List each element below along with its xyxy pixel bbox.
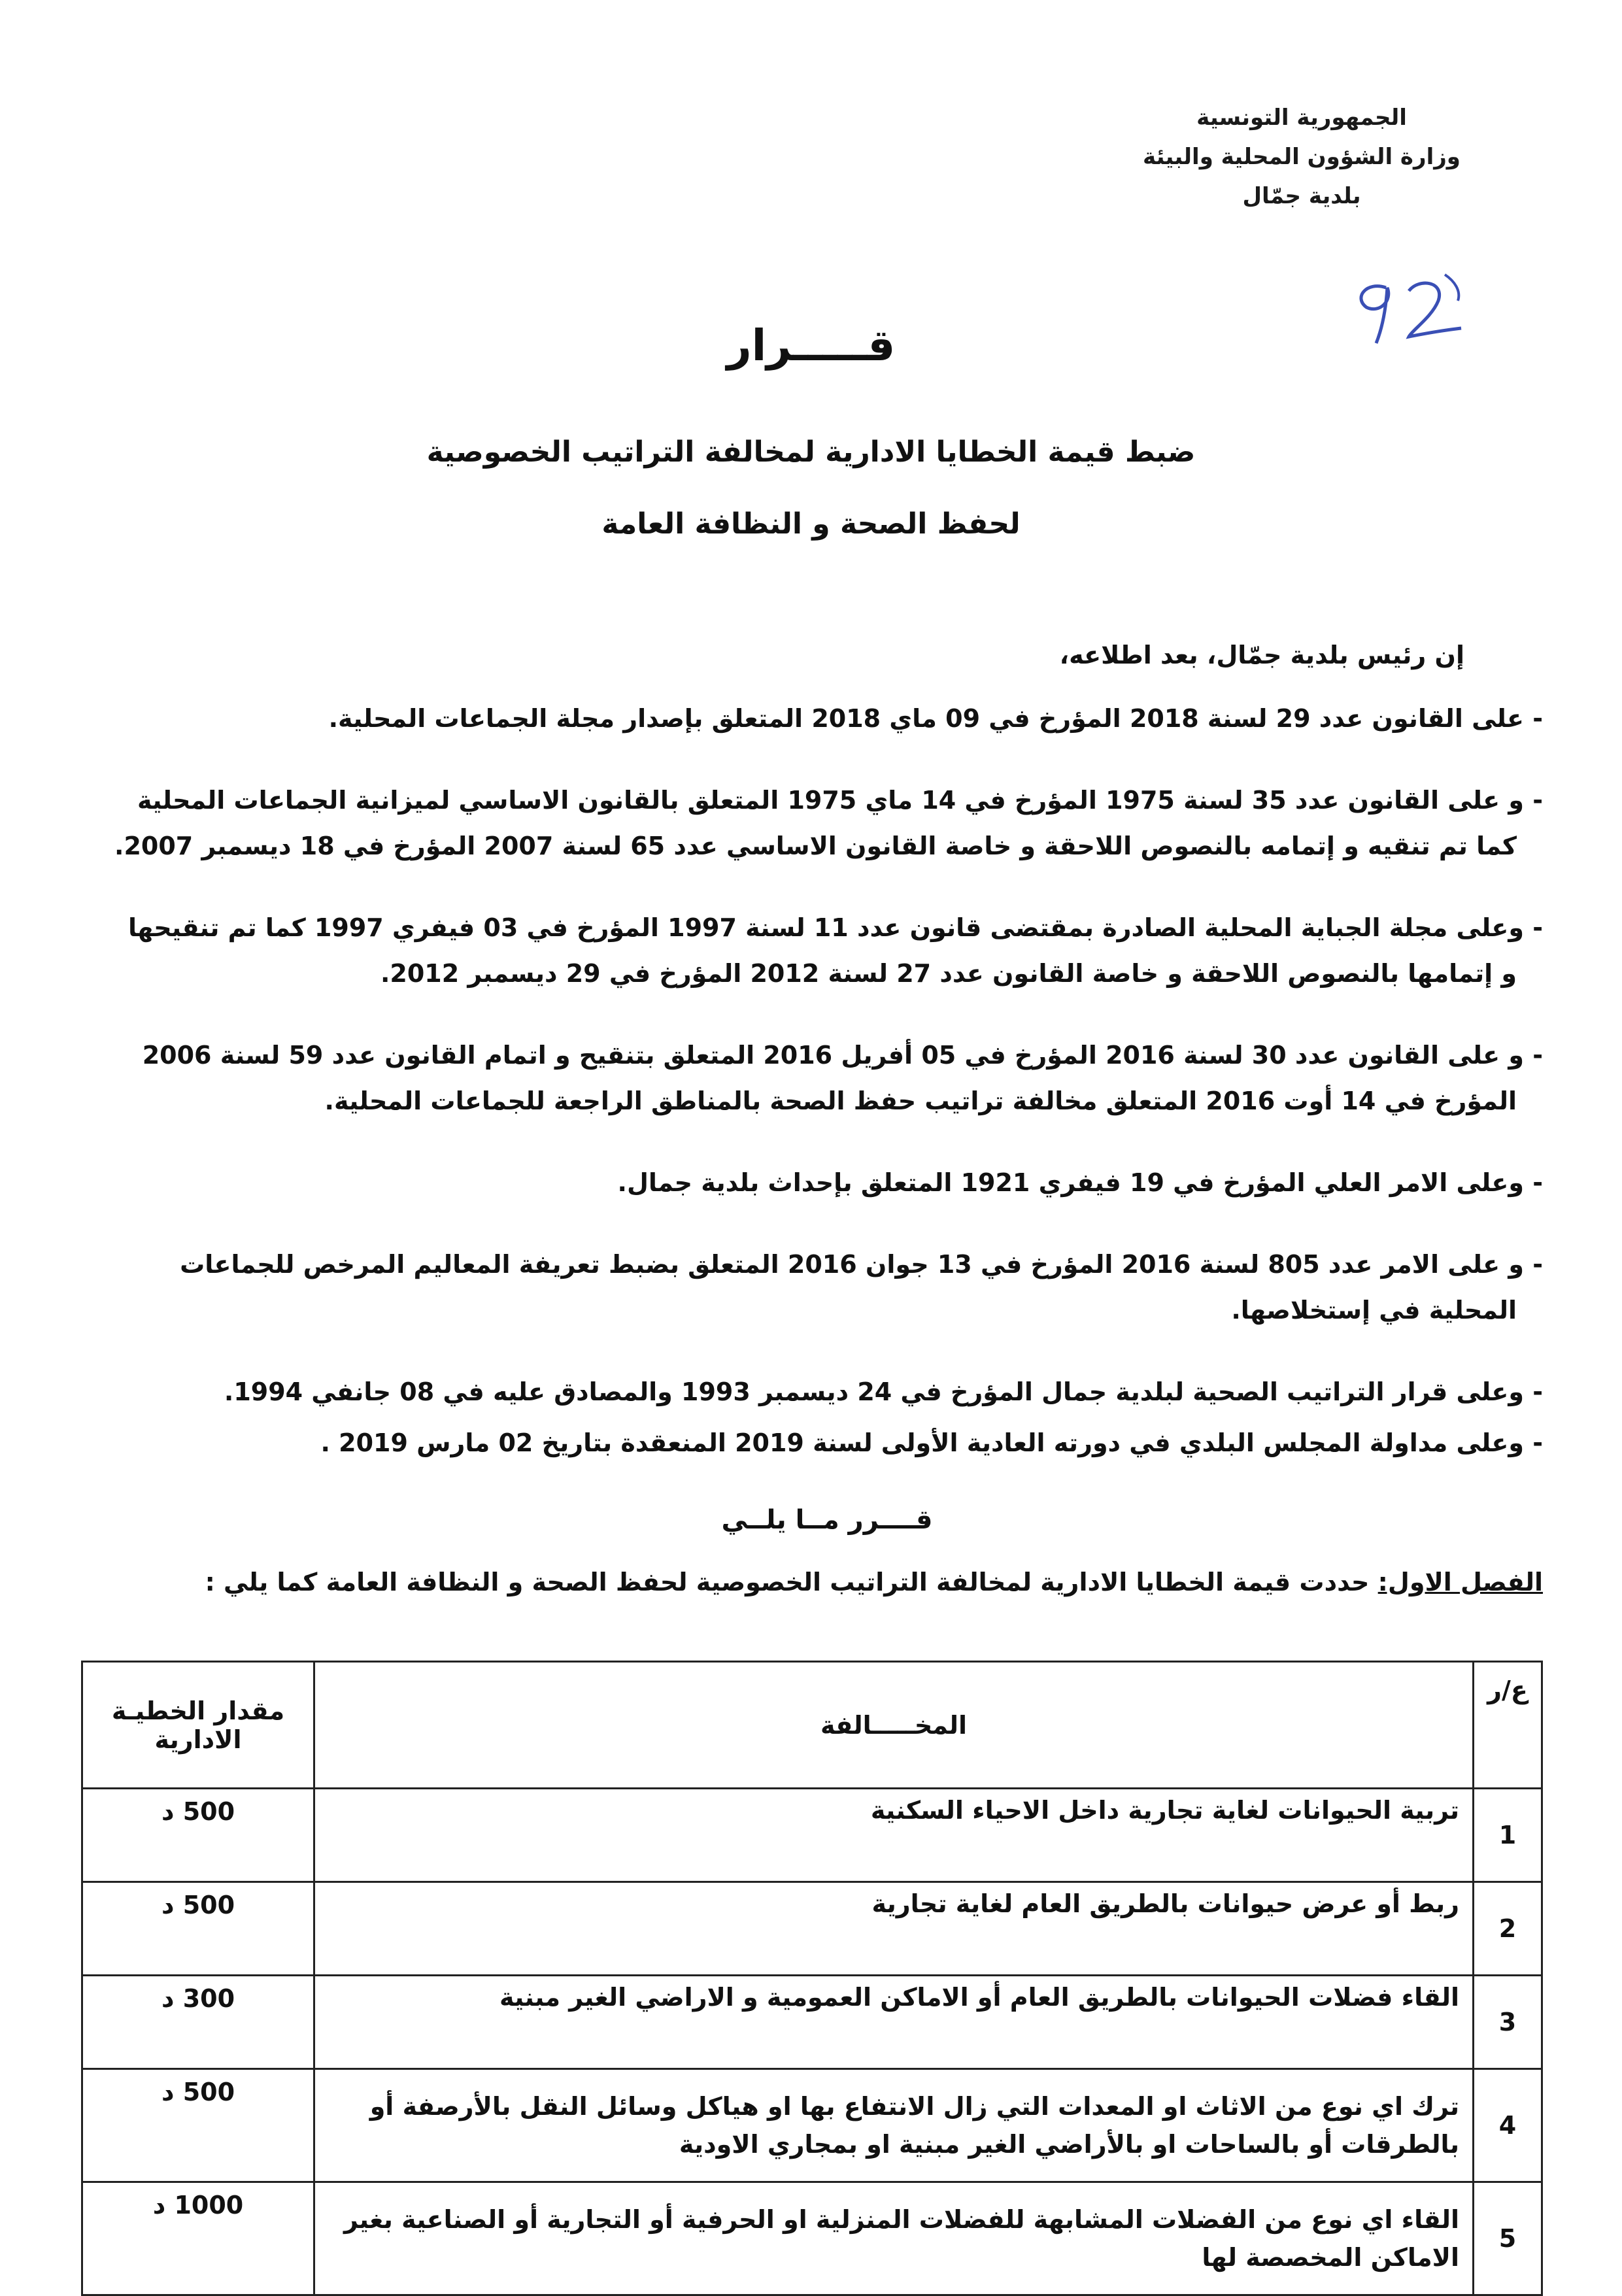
clause-5: - وعلى الامر العلي المؤرخ في 19 فيفري 1921 المتعلق بإحداث بلدية جمال.	[617, 1168, 1543, 1197]
row-number: 5	[1474, 2182, 1542, 2295]
chapter-label: الفصل الاول:	[1377, 1568, 1543, 1596]
clause-7: - وعلى قرار التراتيب الصحية لبلدية جمال المؤرخ في 24 ديسمبر 1993 والمصادق عليه في 08 جانفي 1994.	[224, 1377, 1543, 1406]
table-row	[82, 1882, 1542, 1976]
header-number: ع/ر	[1474, 1662, 1542, 1789]
row-number: 4	[1474, 2069, 1542, 2182]
subtitle-line-1: ضبط قيمة الخطايا الادارية لمخالفة التراتيب الخصوصية	[426, 435, 1196, 469]
row-number: 2	[1474, 1882, 1542, 1976]
title-block	[0, 320, 1622, 560]
chapter-text: حددت قيمة الخطايا الادارية لمخالفة التراتيب الخصوصية لحفظ الصحة و النظافة العامة كما يلي :	[205, 1568, 1378, 1596]
clause-3: - وعلى مجلة الجباية المحلية الصادرة بمقتضى قانون عدد 11 لسنة 1997 المؤرخ في 03 فيفري 1997 كما تم تنقيحها و إتمامها بالنصوص اللاحقة و خاصة القانون عدد 27 لسنة 2012 المؤرخ في 29 ديسمبر 2012.	[127, 913, 1543, 988]
chapter-one	[111, 1568, 1543, 1596]
header-amount: مقدار الخطيـة الادارية	[82, 1662, 314, 1789]
document-title: قـــــرار	[726, 320, 896, 371]
header-municipality: بلدية جمّال	[1242, 183, 1361, 209]
row-amount: 1000 د	[82, 2182, 314, 2295]
clause-8: - وعلى مداولة المجلس البلدي في دورته العادية الأولى لسنة 2019 المنعقدة بتاريخ 02 مارس 2019 .	[320, 1428, 1543, 1457]
row-violation: القاء اي نوع من الفضلات المشابهة للفضلات المنزلية او الحرفية أو التجارية أو الصناعية بغير الاماكن المخصصة لها	[314, 2182, 1474, 2295]
table-row	[82, 2069, 1542, 2182]
row-violation: القاء فضلات الحيوانات بالطريق العام أو الاماكن العمومية و الاراضي الغير مبنية	[314, 1976, 1474, 2069]
subtitle-line-2: لحفظ الصحة و النظافة العامة	[601, 507, 1021, 541]
fines-table	[81, 1661, 1543, 2296]
row-amount: 300 د	[82, 1976, 314, 2069]
clause-2: - و على القانون عدد 35 لسنة 1975 المؤرخ في 14 ماي 1975 المتعلق بالقانون الاساسي لميزانية الجماعات المحلية كما تم تنقيه و إتمامه بالنصوص اللاحقة و خاصة القانون الاساسي عدد 65 لسنة 2007 المؤرخ في 18 ديسمبر 2007.	[114, 786, 1543, 860]
row-violation: ترك اي نوع من الاثاث او المعدات التي زال الانتفاع بها او هياكل وسائل النقل بالأرصفة أو بالطرقات أو بالساحات او بالأراضي الغير مبنية او بمجاري الاودية	[314, 2069, 1474, 2182]
row-number: 1	[1474, 1789, 1542, 1882]
header-ministry: وزارة الشؤون المحلية والبيئة	[1143, 144, 1461, 170]
table-row	[82, 1789, 1542, 1882]
clause-6: - و على الامر عدد 805 لسنة 2016 المؤرخ في 13 جوان 2016 المتعلق بضبط تعريفة المعاليم المرخص للجماعات المحلية في إستخلاصها.	[180, 1250, 1543, 1325]
document-subtitle	[0, 416, 1622, 560]
header-violation: المخـــــالفة	[314, 1662, 1474, 1789]
table-row	[82, 1976, 1542, 2069]
row-amount: 500 د	[82, 1789, 314, 1882]
intro-line: إن رئيس بلدية جمّال، بعد اطلاعه،	[1059, 641, 1464, 669]
document-body	[111, 641, 1543, 1623]
decides-heading: قــــرر مــا يلــي	[721, 1505, 933, 1535]
row-violation: ربط أو عرض حيوانات بالطريق العام لغاية تجارية	[314, 1882, 1474, 1976]
header-republic: الجمهورية التونسية	[1196, 105, 1407, 131]
row-amount: 500 د	[82, 1882, 314, 1976]
row-number: 3	[1474, 1976, 1542, 2069]
letterhead	[1073, 98, 1530, 216]
row-violation: تربية الحيوانات لغاية تجارية داخل الاحياء السكنية	[314, 1789, 1474, 1882]
table-row	[82, 2182, 1542, 2295]
row-amount: 500 د	[82, 2069, 314, 2182]
clause-1: - على القانون عدد 29 لسنة 2018 المؤرخ في 09 ماي 2018 المتعلق بإصدار مجلة الجماعات المحلية.	[328, 704, 1543, 733]
clause-4: - و على القانون عدد 30 لسنة 2016 المؤرخ في 05 أفريل 2016 المتعلق بتنقيح و اتمام القانون عدد 59 لسنة 2006 المؤرخ في 14 أوت 2016 المتعلق مخالفة تراتيب حفظ الصحة بالمناطق الراجعة للجماعات المحلية.	[142, 1041, 1543, 1115]
table-header-row	[82, 1662, 1542, 1789]
